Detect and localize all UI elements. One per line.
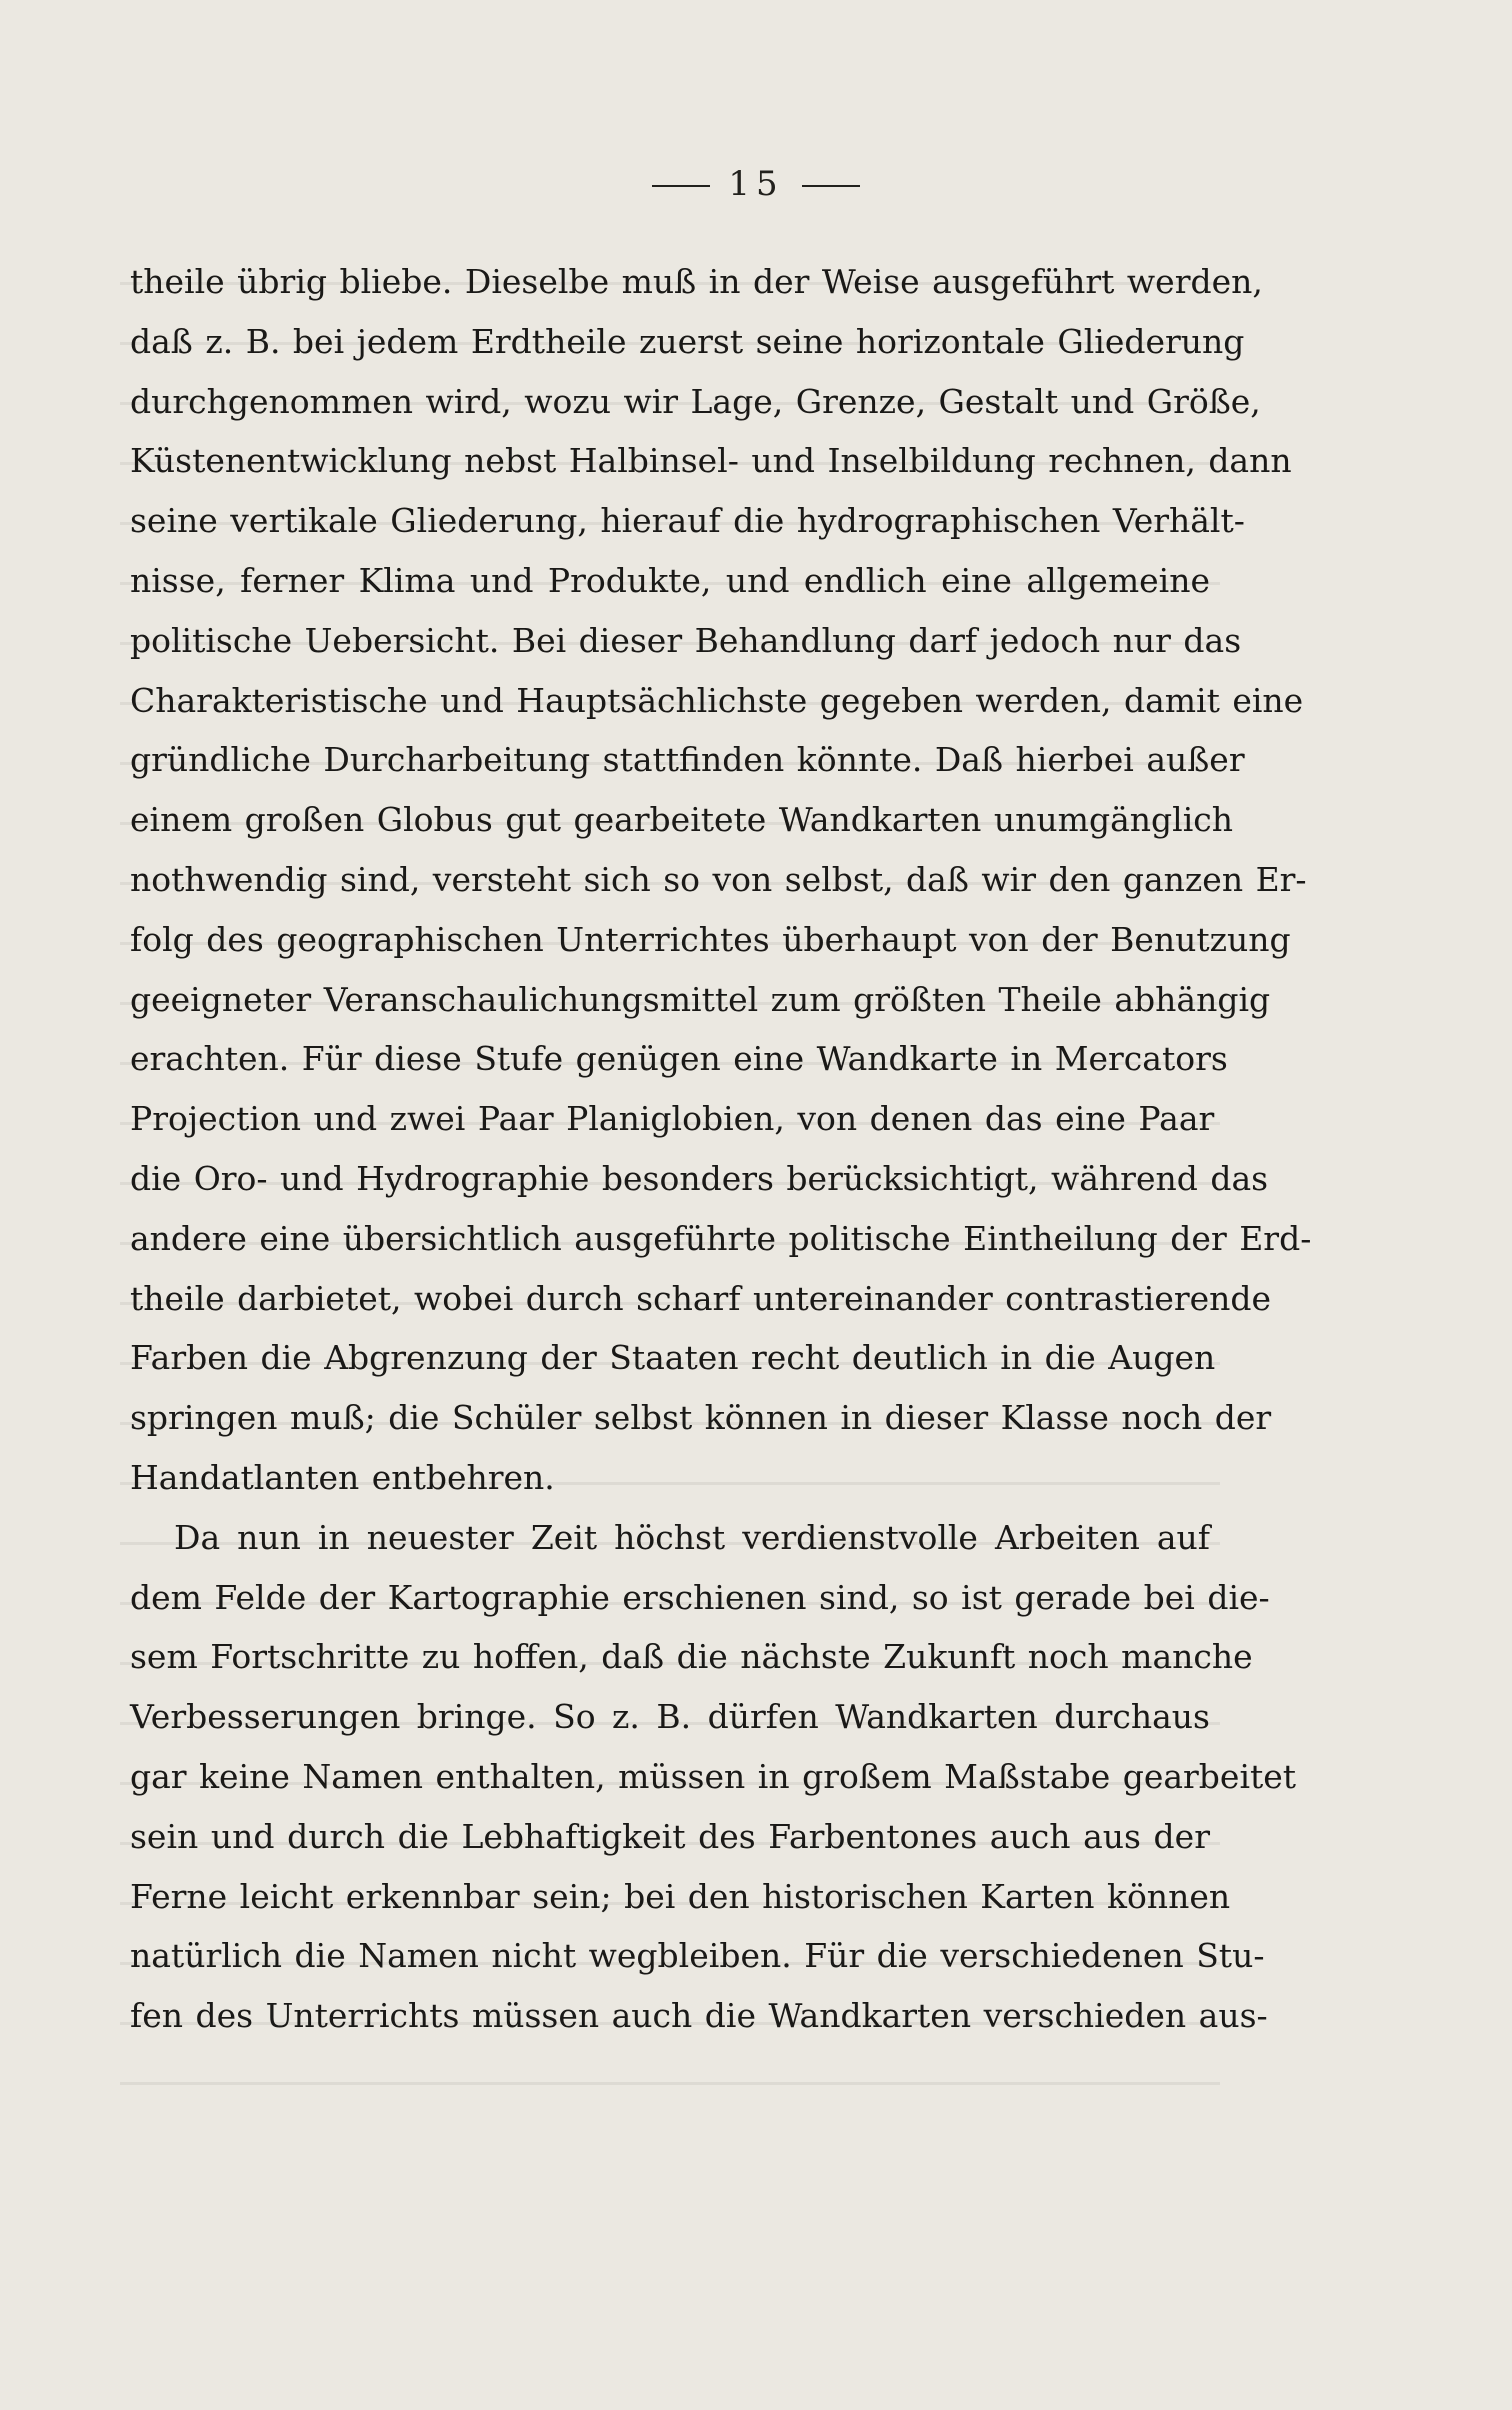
text-line: Farben die Abgrenzung der Staaten recht deutlich in die Augen — [130, 1338, 1216, 1378]
text-line: geeigneter Veranschaulichungsmittel zum größten Theile abhängig — [130, 979, 1271, 1019]
text-line: Verbesserungen bringe. So z. B. dürfen Wandkarten durchaus — [130, 1697, 1210, 1737]
text-line: nisse, ferner Klima und Produkte, und endlich eine allgemeine — [130, 560, 1210, 600]
text-line: die Oro- und Hydrographie besonders berücksichtigt, während das — [130, 1158, 1269, 1198]
text-line: Küstenentwicklung nebst Halbinsel- und Inselbildung rechnen, dann — [130, 441, 1292, 481]
text-line: Da nun in neuester Zeit höchst verdienstvolle Arbeiten auf — [174, 1517, 1210, 1557]
text-line: Projection und zwei Paar Planiglobien, von denen das eine Paar — [130, 1099, 1215, 1139]
text-line: sem Fortschritte zu hoffen, daß die nächste Zukunft noch manche — [130, 1637, 1253, 1677]
text-line: theile darbietet, wobei durch scharf untereinander contrastierende — [130, 1278, 1272, 1318]
text-line: seine vertikale Gliederung, hierauf die hydrographischen Verhält- — [130, 501, 1245, 541]
text-line: erachten. Für diese Stufe genügen eine Wandkarte in Mercators — [130, 1039, 1228, 1079]
text-line: folg des geographischen Unterrichtes überhaupt von der Benutzung — [130, 919, 1291, 959]
text-line: Charakteristische und Hauptsächlichste gegeben werden, damit eine — [130, 680, 1304, 720]
text-line: springen muß; die Schüler selbst können in dieser Klasse noch der — [130, 1398, 1272, 1438]
text-line: Ferne leicht erkennbar sein; bei den historischen Karten können — [130, 1876, 1231, 1916]
text-line: einem großen Globus gut gearbeitete Wandkarten unumgänglich — [130, 800, 1233, 840]
page-header — [0, 164, 1512, 204]
text-line: politische Uebersicht. Bei dieser Behandlung darf jedoch nur das — [130, 620, 1242, 660]
text-line: gründliche Durcharbeitung stattfinden könnte. Daß hierbei außer — [130, 740, 1245, 780]
header-dash-right — [802, 185, 860, 187]
paragraph-2 — [130, 1508, 1297, 2046]
text-line: daß z. B. bei jedem Erdtheile zuerst seine horizontale Gliederung — [130, 321, 1245, 361]
text-line: Handatlanten entbehren. — [130, 1457, 555, 1497]
text-line: dem Felde der Kartographie erschienen sind, so ist gerade bei die- — [130, 1577, 1270, 1617]
header-dash-left — [652, 185, 710, 187]
text-line: natürlich die Namen nicht wegbleiben. Für die verschiedenen Stu- — [130, 1936, 1265, 1976]
text-line: theile übrig bliebe. Dieselbe muß in der Weise ausgeführt werden, — [130, 262, 1263, 301]
page-number: 15 — [728, 164, 784, 204]
text-line: gar keine Namen enthalten, müssen in großem Maßstabe gearbeitet — [130, 1756, 1297, 1796]
text-line: durchgenommen wird, wozu wir Lage, Grenze, Gestalt und Größe, — [130, 381, 1261, 421]
text-line: fen des Unterrichts müssen auch die Wandkarten verschieden aus- — [130, 1996, 1268, 2036]
text-line: nothwendig sind, versteht sich so von selbst, daß wir den ganzen Er- — [130, 859, 1307, 899]
paragraph-1 — [130, 252, 1312, 1508]
text-line: sein und durch die Lebhaftigkeit des Farbentones auch aus der — [130, 1816, 1210, 1856]
text-line: andere eine übersichtlich ausgeführte politische Eintheilung der Erd- — [130, 1218, 1312, 1258]
body-text — [130, 252, 1312, 2046]
